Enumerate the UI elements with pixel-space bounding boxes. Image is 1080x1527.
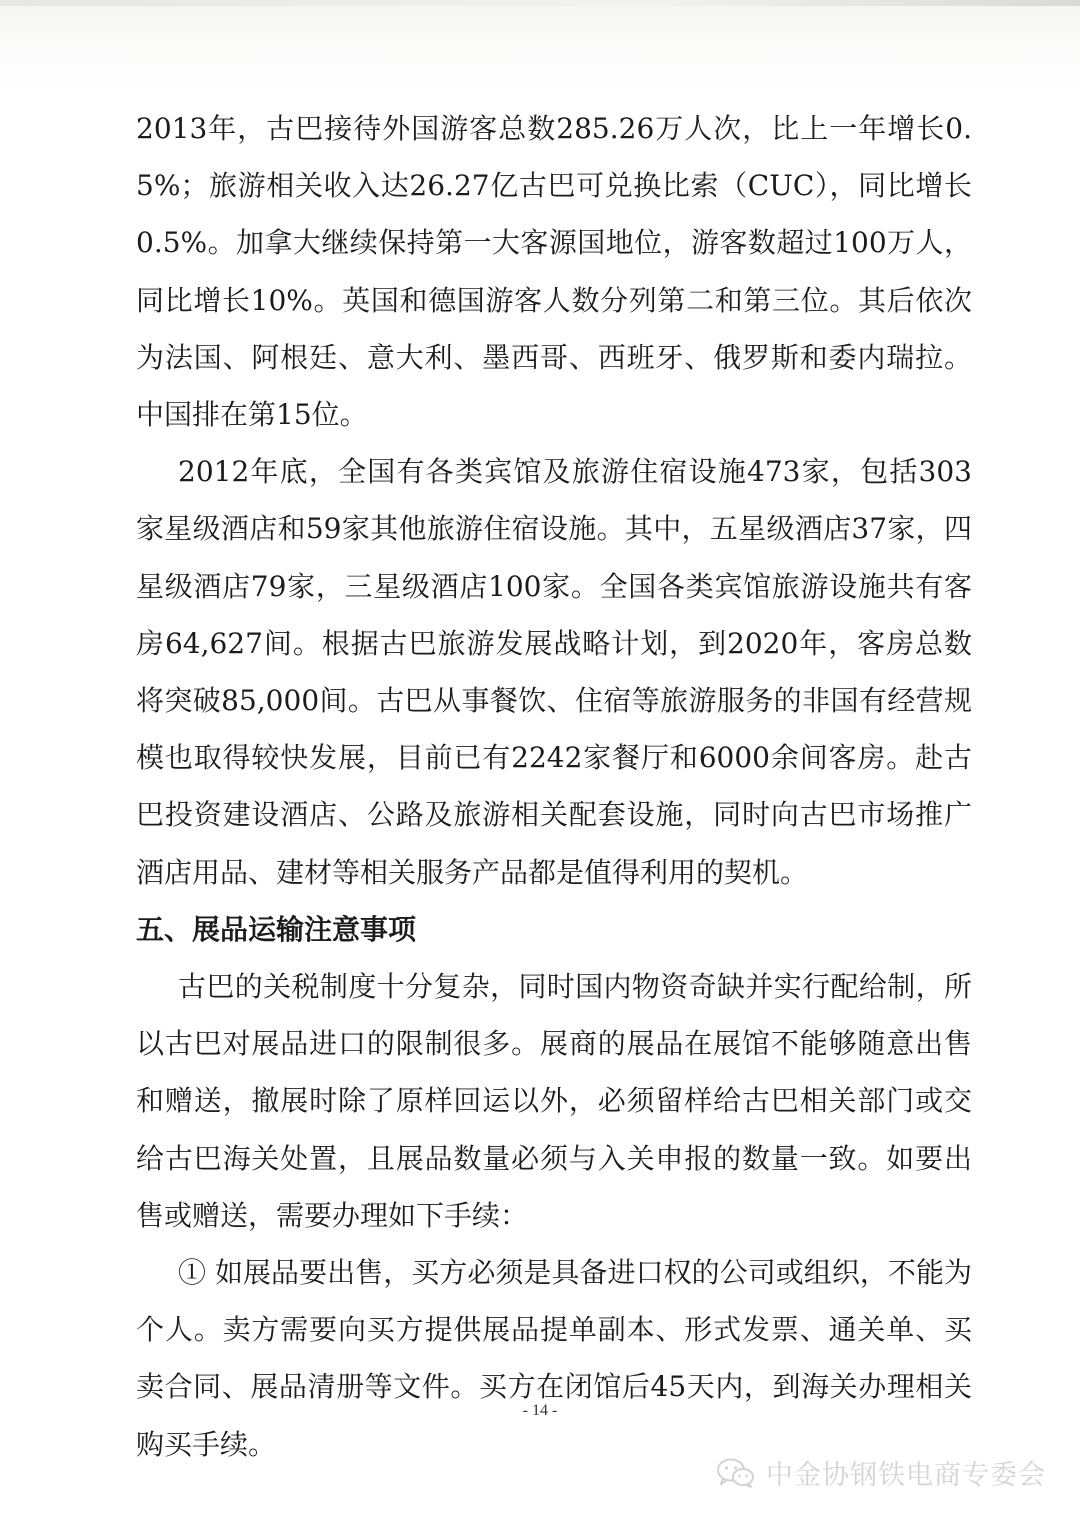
wechat-watermark — [716, 1453, 1046, 1492]
section-heading-exhibit-transport: 五、展品运输注意事项 — [136, 912, 417, 946]
wechat-icon — [716, 1457, 756, 1489]
paragraph-hotel-facilities: 2012年底，全国有各类宾馆及旅游住宿设施473家，包括303家星级酒店和59家其他旅游住宿设施。其中，五星级酒店37家，四星级酒店79家，三星级酒店100家。全国各类宾馆旅游设施共有客房64,627间。根据古巴旅游发展战略计划，到2020年，客房总数将突破85,000间。古巴从事餐饮、住宿等旅游服务的非国有经营规模也取得较快发展，目前已有2242家餐厅和6000余间客房。赴古巴投资建设酒店、公路及旅游相关配套设施，同时向古巴市场推广酒店用品、建材等相关服务产品都是值得利用的契机。 — [136, 455, 972, 889]
paragraph-customs-restrictions: 古巴的关税制度十分复杂，同时国内物资奇缺并实行配给制，所以古巴对展品进口的限制很多。展商的展品在展馆不能够随意出售和赠送，撤展时除了原样回运以外，必须留样给古巴相关部门或交给古巴海关处置，且展品数量必须与入关申报的数量一致。如要出售或赠送，需要办理如下手续： — [136, 970, 972, 1232]
paragraph-tourist-statistics: 2013年，古巴接待外国游客总数285.26万人次，比上一年增长0.5%；旅游相关收入达26.27亿古巴可兑换比索（CUC），同比增长0.5%。加拿大继续保持第一大客源国地位，游客数超过100万人，同比增长10%。英国和德国游客人数分列第二和第三位。其后依次为法国、阿根廷、意大利、墨西哥、西班牙、俄罗斯和委内瑞拉。中国排在第15位。 — [136, 112, 972, 432]
watermark-text: 中金协钢铁电商专委会 — [766, 1460, 1046, 1491]
page-number: - 14 - — [522, 1402, 558, 1419]
paragraph-sale-procedure: ① 如展品要出售，买方必须是具备进口权的公司或组织，不能为个人。卖方需要向买方提供展品提单副本、形式发票、通关单、买卖合同、展品清册等文件。买方在闭馆后45天内，到海关办理相关购买手续。 — [136, 1256, 972, 1461]
page-content — [136, 100, 972, 1473]
scan-edge — [0, 0, 1080, 6]
